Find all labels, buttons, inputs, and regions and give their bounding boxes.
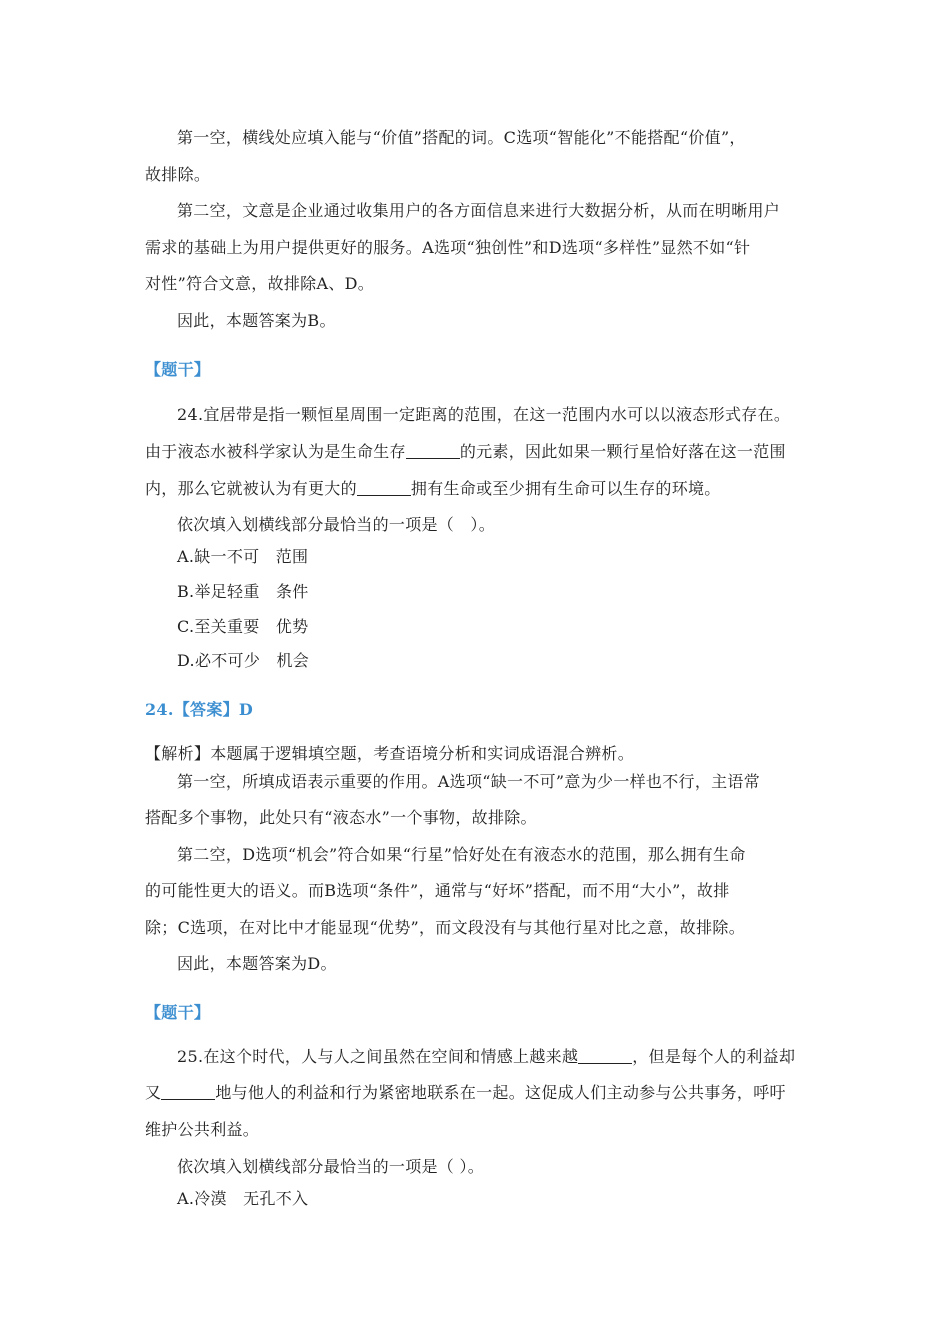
question-25-line-1-text-a: 25.在这个时代，人与人之间虽然在空间和情感上越来越 bbox=[177, 1047, 579, 1066]
prev-analysis-paragraph-1-cont: 故排除。 bbox=[145, 165, 211, 184]
question-24-line-1: 24.宜居带是指一颗恒星周围一定距离的范围，在这一范围内水可以以液态形式存在。 bbox=[177, 405, 791, 424]
fill-blank bbox=[406, 442, 460, 459]
question-25-prompt: 依次填入划横线部分最恰当的一项是（ ）。 bbox=[177, 1157, 485, 1176]
fill-blank bbox=[578, 1047, 632, 1064]
question-25-line-2-text-b: 地与他人的利益和行为紧密地联系在一起。这促成人们主动参与公共事务，呼吁 bbox=[215, 1083, 786, 1102]
prev-analysis-paragraph-2-cont: 需求的基础上为用户提供更好的服务。A选项“独创性”和D选项“多样性”显然不如“针 bbox=[145, 238, 751, 257]
question-stem-tag: 【题干】 bbox=[145, 360, 211, 379]
analysis-2: 第二空，D选项“机会”符合如果“行星”恰好处在有液态水的范围，那么拥有生命 bbox=[177, 845, 746, 864]
question-25-line-1-text-b: ，但是每个人的利益却 bbox=[632, 1047, 796, 1066]
question-24-line-2 bbox=[145, 442, 786, 462]
question-25-line-1 bbox=[177, 1047, 795, 1067]
fill-blank bbox=[357, 479, 411, 496]
answer-24: 24.【答案】D bbox=[145, 700, 254, 719]
option-a: A.缺一不可 范围 bbox=[177, 547, 309, 566]
option-b: B.举足轻重 条件 bbox=[177, 582, 309, 601]
analysis-2-cont: 的可能性更大的语义。而B选项“条件”，通常与“好坏”搭配，而不用“大小”，故排 bbox=[145, 881, 730, 900]
question-24-line-3 bbox=[145, 479, 721, 499]
question-25-line-2-text-a: 又 bbox=[145, 1083, 162, 1102]
option-d: D.必不可少 机会 bbox=[177, 651, 310, 670]
question-24-line-2-text-b: 的元素，因此如果一颗行星恰好落在这一范围 bbox=[459, 442, 786, 461]
analysis-1: 第一空，所填成语表示重要的作用。A选项“缺一不可”意为少一样也不行，主语常 bbox=[177, 772, 761, 791]
question-24-line-3-text-b: 拥有生命或至少拥有生命可以生存的环境。 bbox=[410, 479, 721, 498]
prev-analysis-paragraph-2-cont2: 对性”符合文意，故排除A、D。 bbox=[145, 274, 375, 293]
option-a: A.冷漠 无孔不入 bbox=[177, 1189, 309, 1208]
analysis-2-cont2: 除；C选项，在对比中才能显现“优势”，而文段没有与其他行星对比之意，故排除。 bbox=[145, 918, 746, 937]
question-stem-tag: 【题干】 bbox=[145, 1003, 211, 1022]
option-c: C.至关重要 优势 bbox=[177, 617, 309, 636]
analysis-1-cont: 搭配多个事物，此处只有“液态水”一个事物，故排除。 bbox=[145, 808, 537, 827]
conclusion-24: 因此，本题答案为D。 bbox=[177, 954, 337, 973]
question-24-line-2-text-a: 由于液态水被科学家认为是生命生存 bbox=[145, 442, 406, 461]
prev-analysis-paragraph-1: 第一空，横线处应填入能与“价值”搭配的词。C选项“智能化”不能搭配“价值”， bbox=[177, 128, 746, 147]
prev-conclusion: 因此，本题答案为B。 bbox=[177, 311, 336, 330]
question-24-prompt: 依次填入划横线部分最恰当的一项是（ ）。 bbox=[177, 515, 496, 534]
question-25-line-2 bbox=[145, 1083, 786, 1103]
prev-analysis-paragraph-2: 第二空，文意是企业通过收集用户的各方面信息来进行大数据分析，从而在明晰用户 bbox=[177, 201, 781, 220]
question-25-line-3: 维护公共利益。 bbox=[145, 1120, 260, 1139]
analysis-intro: 【解析】本题属于逻辑填空题，考查语境分析和实词成语混合辨析。 bbox=[145, 744, 635, 763]
question-24-line-3-text-a: 内，那么它就被认为有更大的 bbox=[145, 479, 357, 498]
fill-blank bbox=[161, 1083, 215, 1100]
